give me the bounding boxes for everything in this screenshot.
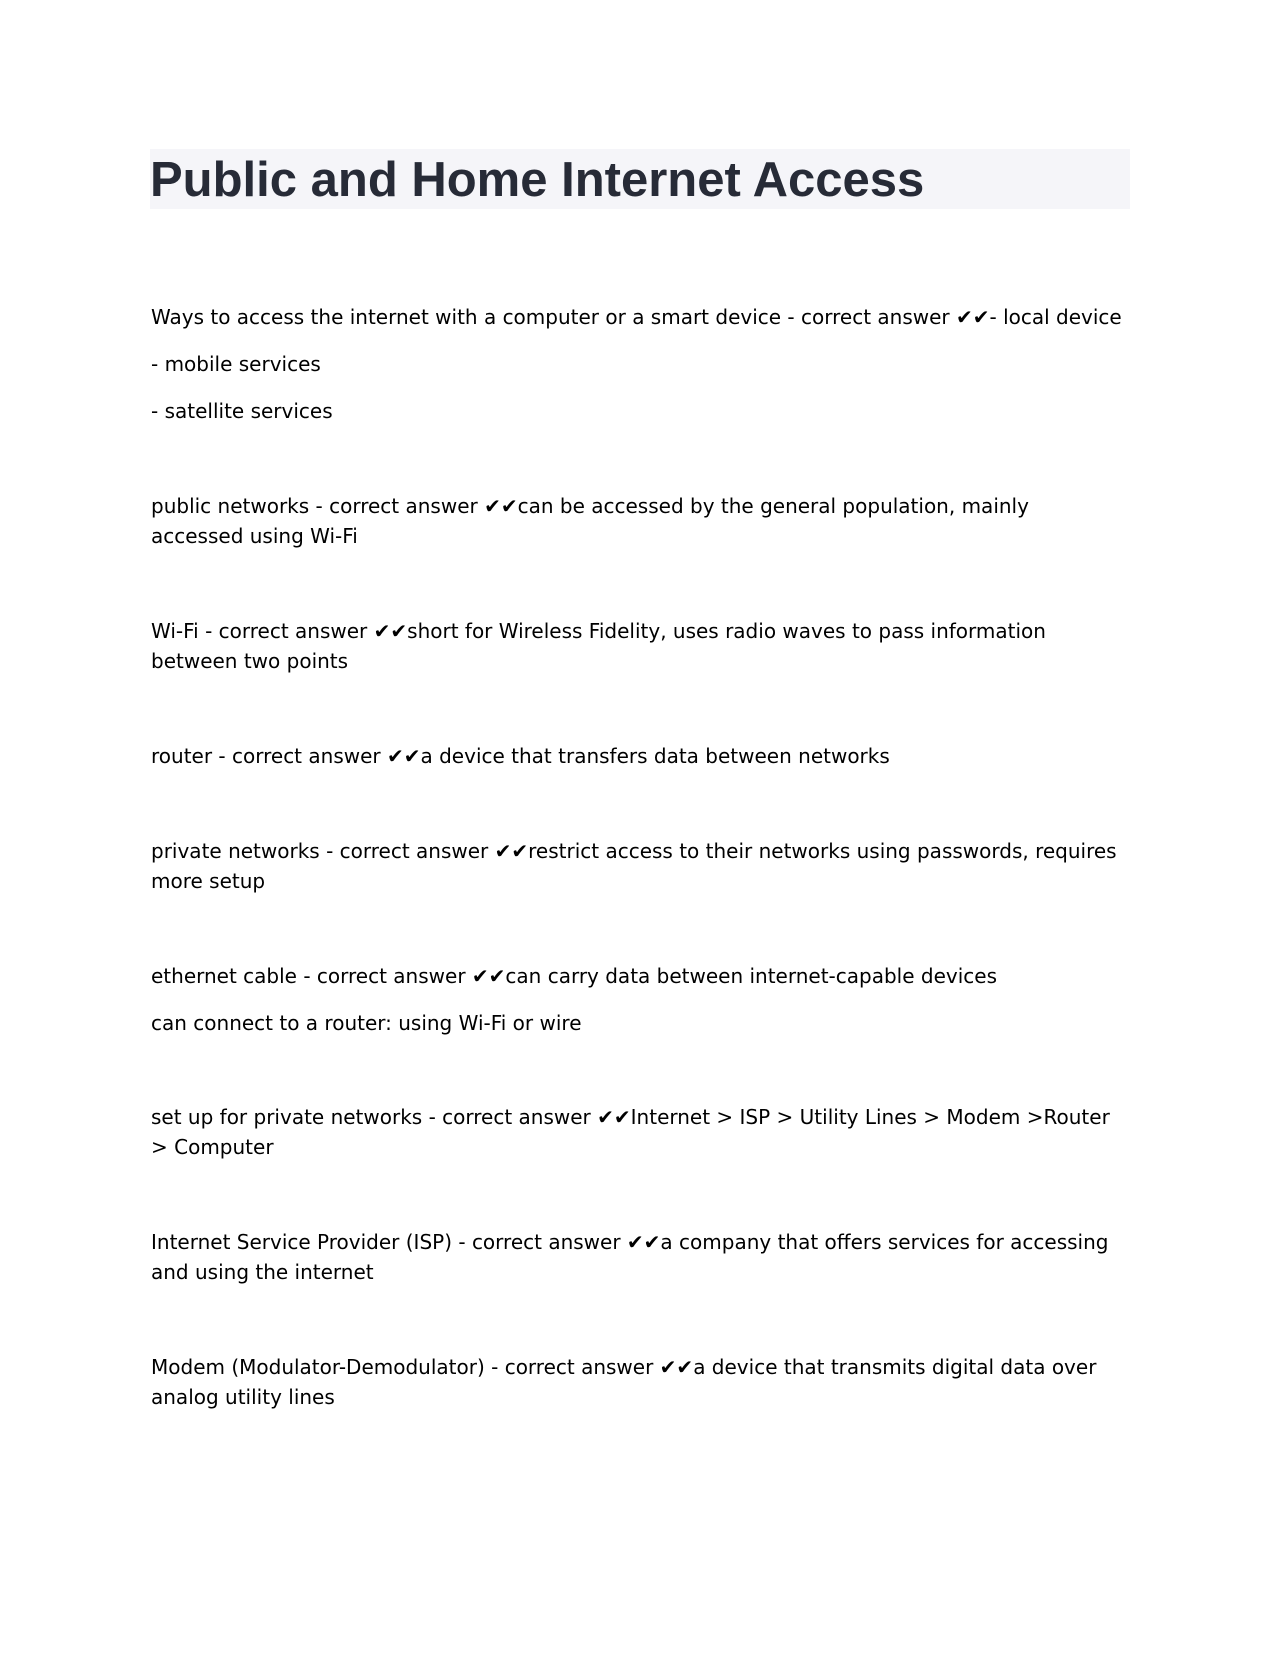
entry-router: router - correct answer ✔✔a device that transfers data between networks — [151, 744, 890, 768]
entry-private-networks: private networks - correct answer ✔✔restrict access to their networks using passwords, requires more setup — [151, 839, 1117, 893]
entry-modem: Modem (Modulator-Demodulator) - correct answer ✔✔a device that transmits digital data over analog utility lines — [151, 1355, 1097, 1409]
entry-router-connection: can connect to a router: using Wi-Fi or wire — [151, 1011, 582, 1035]
page-title: Public and Home Internet Access — [150, 153, 925, 207]
entry-private-network-setup: set up for private networks - correct answer ✔✔Internet > ISP > Utility Lines > Modem >Router > Computer — [151, 1105, 1110, 1159]
entry-wifi: Wi-Fi - correct answer ✔✔short for Wireless Fidelity, uses radio waves to pass information between two points — [151, 619, 1046, 673]
entry-mobile-services: - mobile services — [151, 352, 321, 376]
entry-isp: Internet Service Provider (ISP) - correct answer ✔✔a company that offers services for accessing and using the internet — [151, 1230, 1109, 1284]
entry-ethernet-cable: ethernet cable - correct answer ✔✔can carry data between internet-capable devices — [151, 964, 998, 988]
entry-access-ways: Ways to access the internet with a computer or a smart device - correct answer ✔✔- local device — [151, 305, 1122, 329]
entry-public-networks: public networks - correct answer ✔✔can be accessed by the general population, mainly accessed using Wi-Fi — [151, 494, 1029, 548]
entry-satellite-services: - satellite services — [151, 399, 333, 423]
